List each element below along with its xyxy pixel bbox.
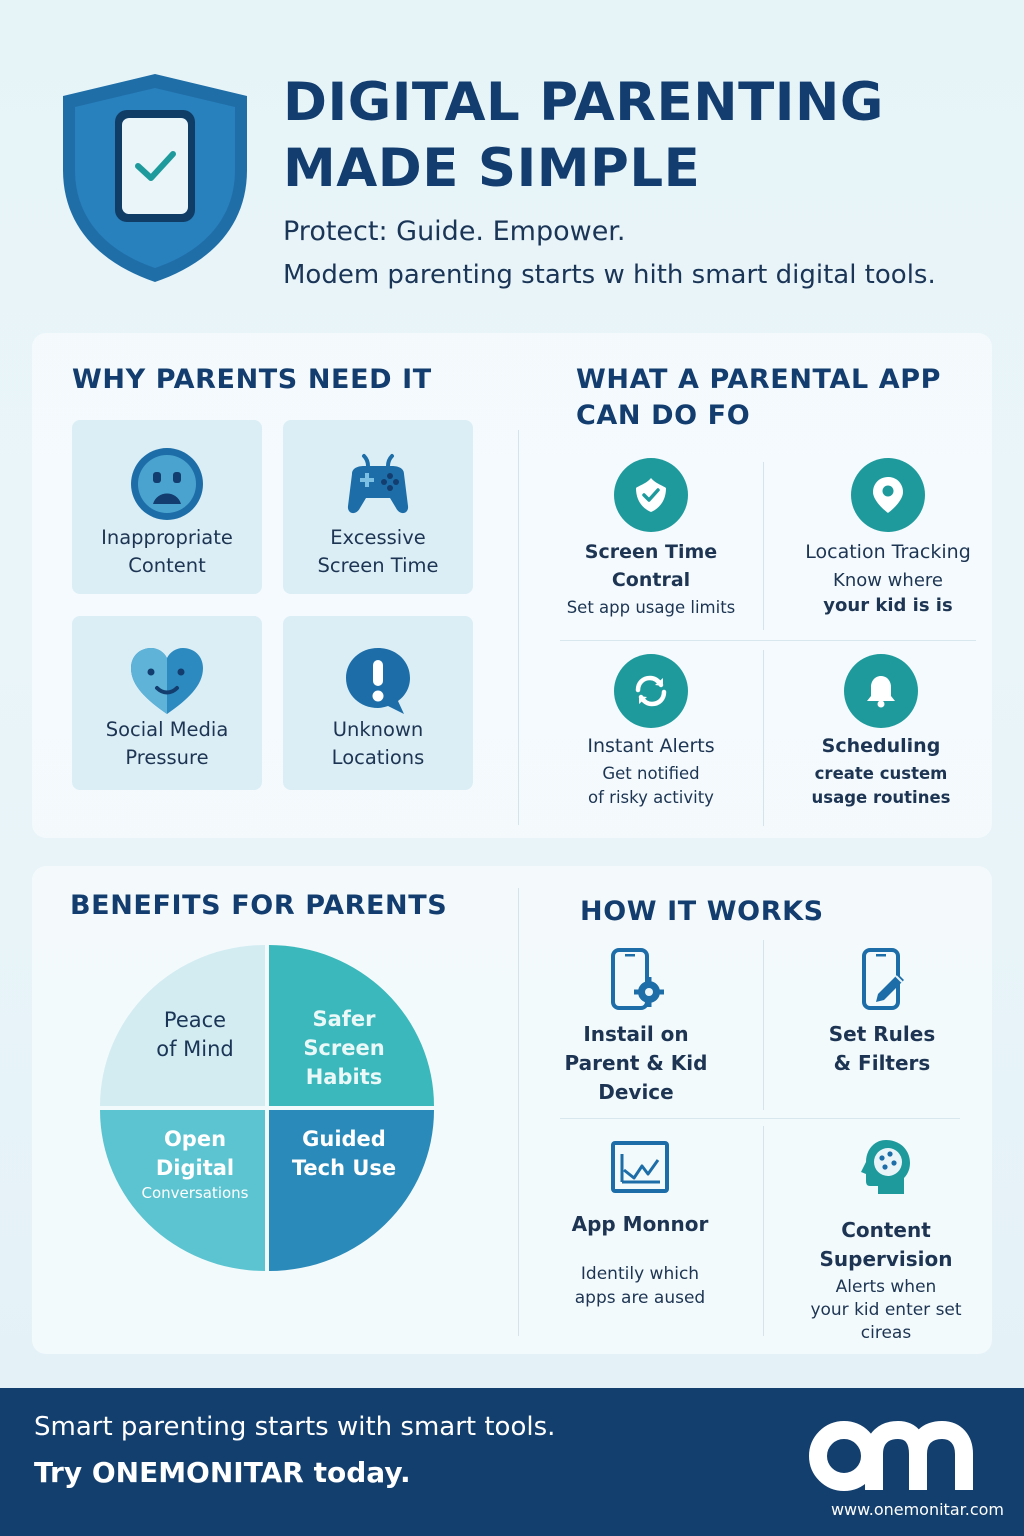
divider [763, 462, 764, 630]
step-name: App Monnor [571, 1212, 709, 1236]
step-name: Set Rules [828, 1022, 936, 1046]
features-title-line1: WHAT A PARENTAL APP [576, 364, 942, 395]
divider [518, 430, 519, 825]
step-name: Supervision [819, 1247, 953, 1271]
divider [518, 888, 519, 1336]
feature-location-tracking [788, 458, 988, 618]
pie-label-line: Peace [163, 1008, 227, 1032]
why-card-inappropriate-content [72, 420, 262, 594]
gamepad-icon [338, 444, 418, 524]
footer-line-1: Smart parenting starts with smart tools. [34, 1412, 556, 1442]
feature-desc: your kid is is [823, 595, 953, 616]
exclamation-bubble-icon [338, 640, 418, 720]
pie-label-line: Habits [305, 1065, 383, 1089]
step-content-supervision [776, 1136, 996, 1345]
location-pin-icon [851, 458, 925, 532]
step-name: Parent & Kid [564, 1051, 708, 1075]
pie-label-line: Screen [303, 1036, 385, 1060]
feature-name: Scheduling [821, 735, 941, 757]
feature-screen-time-control [551, 458, 751, 620]
pie-label-safer-screen-habits [274, 1005, 414, 1092]
why-label-line2: Screen Time [317, 554, 439, 577]
phone-pencil-icon [852, 946, 912, 1016]
why-label-line1: Social Media [105, 718, 229, 741]
divider [763, 1126, 764, 1336]
heart-faces-icon [127, 640, 207, 720]
step-set-rules [772, 946, 992, 1078]
why-label-line2: Pressure [125, 746, 209, 769]
tagline: Protect: Guide. Empower. [283, 216, 626, 247]
onemonitar-logo [806, 1414, 974, 1494]
footer-cta: Try ONEMONITAR today. [34, 1456, 411, 1489]
why-card-social-media-pressure [72, 616, 262, 790]
benefits-title: BENEFITS FOR PARENTS [70, 890, 448, 921]
feature-desc: Set app usage limits [566, 598, 736, 617]
pie-label-peace-of-mind [125, 1006, 265, 1064]
why-label-line1: Unknown [332, 718, 424, 741]
step-name: & Filters [833, 1051, 931, 1075]
website-link[interactable]: www.onemonitar.com [830, 1500, 1004, 1519]
title-line-1: DIGITAL PARENTING [283, 72, 884, 133]
feature-desc: create custem [814, 764, 948, 783]
why-card-excessive-screen-time [283, 420, 473, 594]
refresh-icon [614, 654, 688, 728]
step-desc: your kid enter set [810, 1300, 962, 1320]
why-card-unknown-locations [283, 616, 473, 790]
pie-label-line: Tech Use [291, 1156, 397, 1180]
sad-face-icon [127, 444, 207, 524]
feature-desc: Know where [833, 570, 943, 591]
why-label-line2: Content [128, 554, 206, 577]
why-label-line1: Inappropriate [101, 526, 233, 549]
feature-name: Instant Alerts [587, 735, 715, 757]
features-title-line2: CAN DO FO [576, 400, 751, 431]
step-name: Device [598, 1080, 674, 1104]
pie-label-line: Open [163, 1127, 227, 1151]
divider [763, 940, 764, 1110]
subline: Modem parenting starts w hith smart digital tools. [283, 260, 936, 290]
feature-name: Contral [611, 569, 691, 591]
page-title [283, 70, 1003, 202]
step-desc: cireas [860, 1323, 912, 1343]
feature-instant-alerts [551, 654, 751, 810]
shield-check-icon [614, 458, 688, 532]
title-line-2: MADE SIMPLE [283, 138, 701, 199]
divider [763, 650, 764, 826]
feature-name: Location Tracking [805, 541, 971, 563]
step-desc: apps are aused [574, 1288, 706, 1308]
step-app-monitor [530, 1140, 750, 1310]
chart-monitor-icon [610, 1140, 670, 1196]
why-label-line2: Locations [331, 746, 425, 769]
divider [560, 640, 976, 641]
pie-label-line: of Mind [156, 1037, 234, 1061]
step-desc: Identily which [580, 1264, 700, 1284]
pie-label-guided-tech-use [274, 1125, 414, 1183]
pie-label-line: Safer [312, 1007, 376, 1031]
step-name: Content [841, 1218, 931, 1242]
shield-phone-check-icon [55, 70, 255, 285]
head-brain-icon [858, 1136, 914, 1198]
step-name: Instail on [583, 1022, 689, 1046]
features-title [576, 362, 941, 434]
feature-desc: of risky activity [588, 788, 714, 807]
benefits-pie-chart [100, 945, 434, 1271]
pie-label-line: Conversations [141, 1184, 249, 1202]
phone-gear-icon [605, 946, 667, 1016]
why-label-line1: Excessive [330, 526, 426, 549]
step-install [526, 946, 746, 1107]
step-desc: Alerts when [835, 1277, 937, 1297]
footer [0, 1388, 1024, 1536]
how-it-works-title: HOW IT WORKS [580, 896, 824, 927]
divider [560, 1118, 960, 1119]
pie-label-open-digital-conversations [122, 1125, 268, 1203]
pie-label-line: Guided [302, 1127, 386, 1151]
feature-name: Screen Time [584, 541, 718, 563]
header [0, 0, 1024, 320]
feature-desc: Get notified [602, 764, 700, 783]
why-parents-title: WHY PARENTS NEED IT [72, 364, 432, 395]
feature-scheduling [781, 654, 981, 810]
feature-desc: usage routines [811, 788, 951, 807]
pie-label-line: Digital [155, 1156, 235, 1180]
bell-icon [844, 654, 918, 728]
